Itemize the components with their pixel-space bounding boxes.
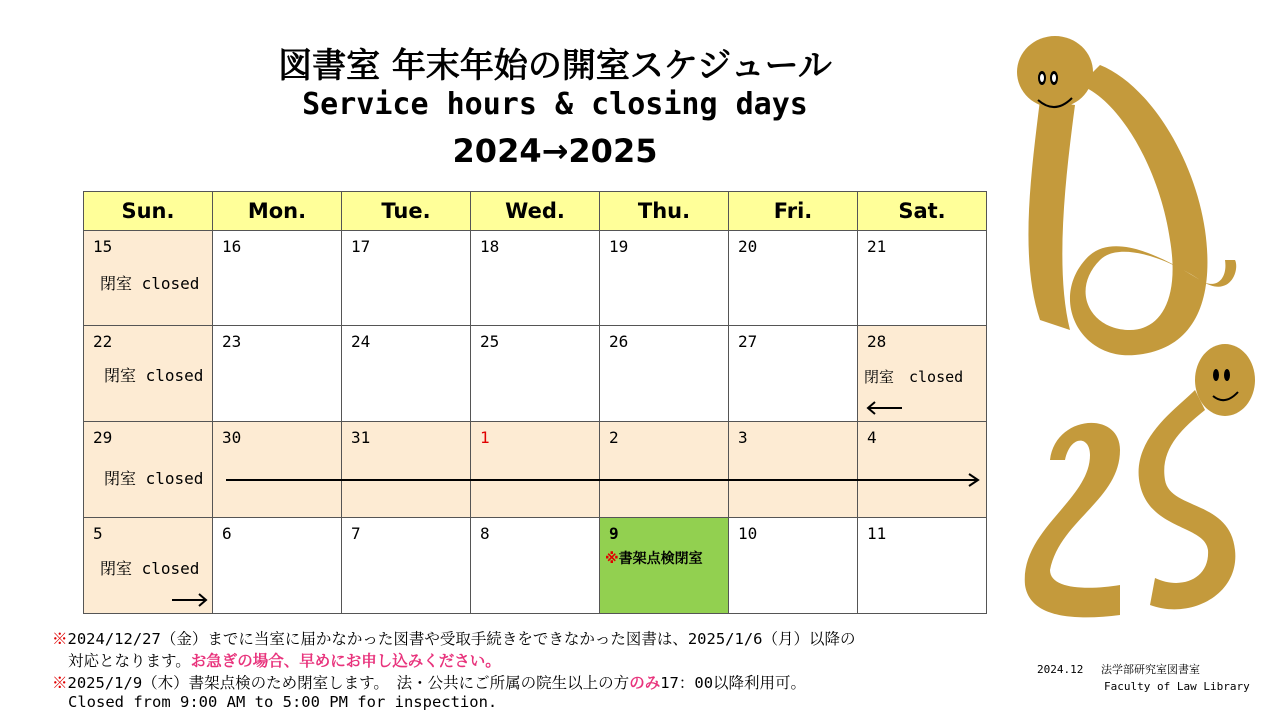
- day-number: 8: [480, 524, 490, 543]
- note-mark: ※: [52, 630, 68, 648]
- day-number: 3: [738, 428, 748, 447]
- credit-date-dept: 2024.12 法学部研究室図書室: [1037, 663, 1200, 676]
- weekday-sun: Sun.: [84, 192, 213, 231]
- day-cell-closed: [84, 326, 213, 422]
- day-cell-closed: [858, 326, 987, 422]
- day-number: 15: [93, 237, 113, 256]
- footnote-text: 17：00以降利用可。: [660, 674, 807, 692]
- day-cell: [213, 518, 342, 614]
- snake-2025-icon: [1010, 30, 1260, 630]
- day-number: 24: [351, 332, 371, 351]
- day-number: 25: [480, 332, 500, 351]
- weekday-mon: Mon.: [213, 192, 342, 231]
- day-number: 21: [867, 237, 887, 256]
- footnote-emphasis: お急ぎの場合、早めにお申し込みください。: [190, 652, 501, 670]
- day-number: 18: [480, 237, 500, 256]
- day-number: 19: [609, 237, 629, 256]
- week-row: [84, 518, 987, 614]
- title-english: Service hours & closing days: [302, 87, 808, 122]
- day-number: 23: [222, 332, 242, 351]
- weekday-tue: Tue.: [342, 192, 471, 231]
- title-japanese: 図書室 年末年始の開室スケジュール: [278, 46, 832, 86]
- day-cell: [729, 326, 858, 422]
- day-number: 30: [222, 428, 242, 447]
- day-number: 9: [609, 524, 619, 543]
- day-number: 29: [93, 428, 113, 447]
- week-row: [84, 326, 987, 422]
- day-cell: [471, 518, 600, 614]
- day-number: 27: [738, 332, 758, 351]
- day-number: 6: [222, 524, 232, 543]
- day-cell-closed: [858, 422, 987, 518]
- day-cell-closed: [84, 231, 213, 326]
- day-cell: [342, 326, 471, 422]
- note-mark: ※: [52, 674, 68, 692]
- weekday-fri: Fri.: [729, 192, 858, 231]
- week-row: [84, 231, 987, 326]
- footnote-emphasis: のみ: [629, 674, 661, 692]
- weekday-wed: Wed.: [471, 192, 600, 231]
- day-number: 16: [222, 237, 242, 256]
- day-number: 7: [351, 524, 361, 543]
- closed-label: 閉室 closed: [104, 366, 204, 385]
- arrow-right-long-icon: [224, 471, 984, 489]
- day-cell: [342, 518, 471, 614]
- day-cell-closed: [84, 422, 213, 518]
- day-cell: [213, 231, 342, 326]
- weekday-thu: Thu.: [600, 192, 729, 231]
- footnote-line-3: [52, 671, 806, 693]
- day-number: 5: [93, 524, 103, 543]
- day-cell: [729, 518, 858, 614]
- day-cell-closed: [729, 422, 858, 518]
- footnote-text: 2024/12/27（金）までに当室に届かなかった図書や受取手続きをできなかった図書は、2025/1/6（月）以降の: [67, 630, 856, 648]
- closed-label: 閉室 closed: [864, 368, 964, 386]
- day-number: 11: [867, 524, 887, 543]
- calendar-table: [83, 191, 987, 614]
- footnote-line-1: [52, 627, 856, 649]
- footnote-line-4: Closed from 9:00 AM to 5:00 PM for inspection.: [68, 693, 498, 711]
- day-number: 26: [609, 332, 629, 351]
- week-row: [84, 422, 987, 518]
- day-cell-inspection: [600, 518, 729, 614]
- inspection-label: [605, 548, 703, 568]
- day-number: 28: [867, 332, 887, 351]
- day-number: 4: [867, 428, 877, 447]
- day-cell: [471, 326, 600, 422]
- day-cell: [471, 231, 600, 326]
- day-number: 17: [351, 237, 371, 256]
- day-cell-closed: [471, 422, 600, 518]
- day-cell: [600, 231, 729, 326]
- day-cell-closed: [600, 422, 729, 518]
- day-cell-closed: [342, 422, 471, 518]
- closed-label: 閉室 closed: [104, 469, 204, 488]
- title-years: 2024→2025: [452, 132, 658, 170]
- footnote-text: 対応となります。: [68, 652, 191, 670]
- day-cell: [600, 326, 729, 422]
- credit-library: Faculty of Law Library: [1104, 680, 1250, 693]
- inspection-mark: ※: [605, 551, 619, 567]
- day-cell: [858, 231, 987, 326]
- day-cell: [858, 518, 987, 614]
- day-cell: [342, 231, 471, 326]
- footnote-line-2: [68, 649, 501, 671]
- day-cell-closed: [213, 422, 342, 518]
- day-number: 2: [609, 428, 619, 447]
- closed-label: 閉室 closed: [100, 274, 200, 293]
- day-number: 22: [93, 332, 113, 351]
- inspection-text: 書架点検閉室: [618, 551, 703, 567]
- arrow-right-icon: [170, 592, 210, 608]
- weekday-header-row: [84, 192, 987, 231]
- day-number: 31: [351, 428, 371, 447]
- day-number: 20: [738, 237, 758, 256]
- day-cell: [213, 326, 342, 422]
- day-number-holiday: 1: [480, 428, 490, 447]
- closed-label: 閉室 closed: [100, 559, 200, 578]
- day-cell: [729, 231, 858, 326]
- day-cell-closed: [84, 518, 213, 614]
- weekday-sat: Sat.: [858, 192, 987, 231]
- footnote-text: 2025/1/9（木）書架点検のため閉室します。 法・公共にご所属の院生以上の方: [67, 674, 630, 692]
- day-number: 10: [738, 524, 758, 543]
- arrow-left-icon: [864, 400, 904, 416]
